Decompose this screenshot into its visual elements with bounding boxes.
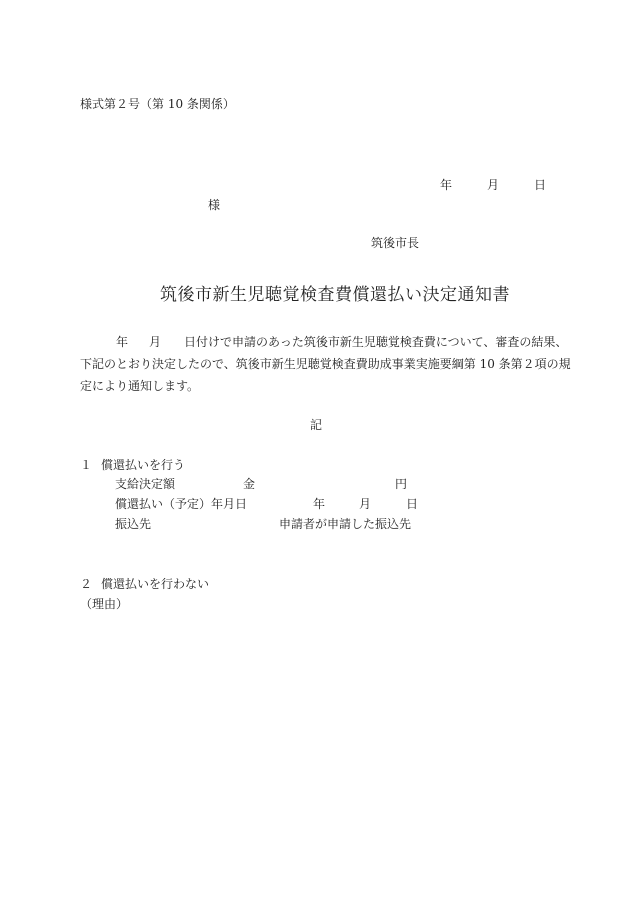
date-year-label: 年 xyxy=(440,178,453,192)
payment-date-year: 年 xyxy=(313,497,326,511)
document-title: 筑後市新生児聴覚検査費償還払い決定通知書 xyxy=(160,285,510,305)
recipient-suffix: 様 xyxy=(208,198,221,212)
section1-number: １ xyxy=(80,458,93,472)
issuer: 筑後市長 xyxy=(371,236,420,250)
date-month-label: 月 xyxy=(487,178,500,192)
account-label: 振込先 xyxy=(115,517,152,531)
ki-marker: 記 xyxy=(310,418,323,432)
amount-unit: 円 xyxy=(395,477,408,491)
amount-label: 支給決定額 xyxy=(115,477,176,491)
body-line-2: 下記のとおり決定したので、筑後市新生児聴覚検査費助成事業実施要綱第 10 条第２項の規 xyxy=(80,357,571,371)
body-year-label: 年 xyxy=(116,335,129,349)
form-number: 様式第２号（第 10 条関係） xyxy=(80,97,235,111)
account-value: 申請者が申請した振込先 xyxy=(279,517,412,531)
body-line-1: 日付けで申請のあった筑後市新生児聴覚検査費について、審査の結果、 xyxy=(184,335,568,349)
body-month-label: 月 xyxy=(149,335,162,349)
section2-number: ２ xyxy=(80,577,93,591)
payment-date-label: 償還払い（予定）年月日 xyxy=(115,497,248,511)
date-day-label: 日 xyxy=(534,178,547,192)
section2-heading: 償還払いを行わない xyxy=(101,577,210,591)
section1-heading: 償還払いを行う xyxy=(101,458,186,472)
reason-label: （理由） xyxy=(80,597,129,611)
body-line-3: 定により通知します。 xyxy=(80,379,200,393)
amount-prefix: 金 xyxy=(243,477,256,491)
payment-date-day: 日 xyxy=(406,497,419,511)
payment-date-month: 月 xyxy=(359,497,372,511)
